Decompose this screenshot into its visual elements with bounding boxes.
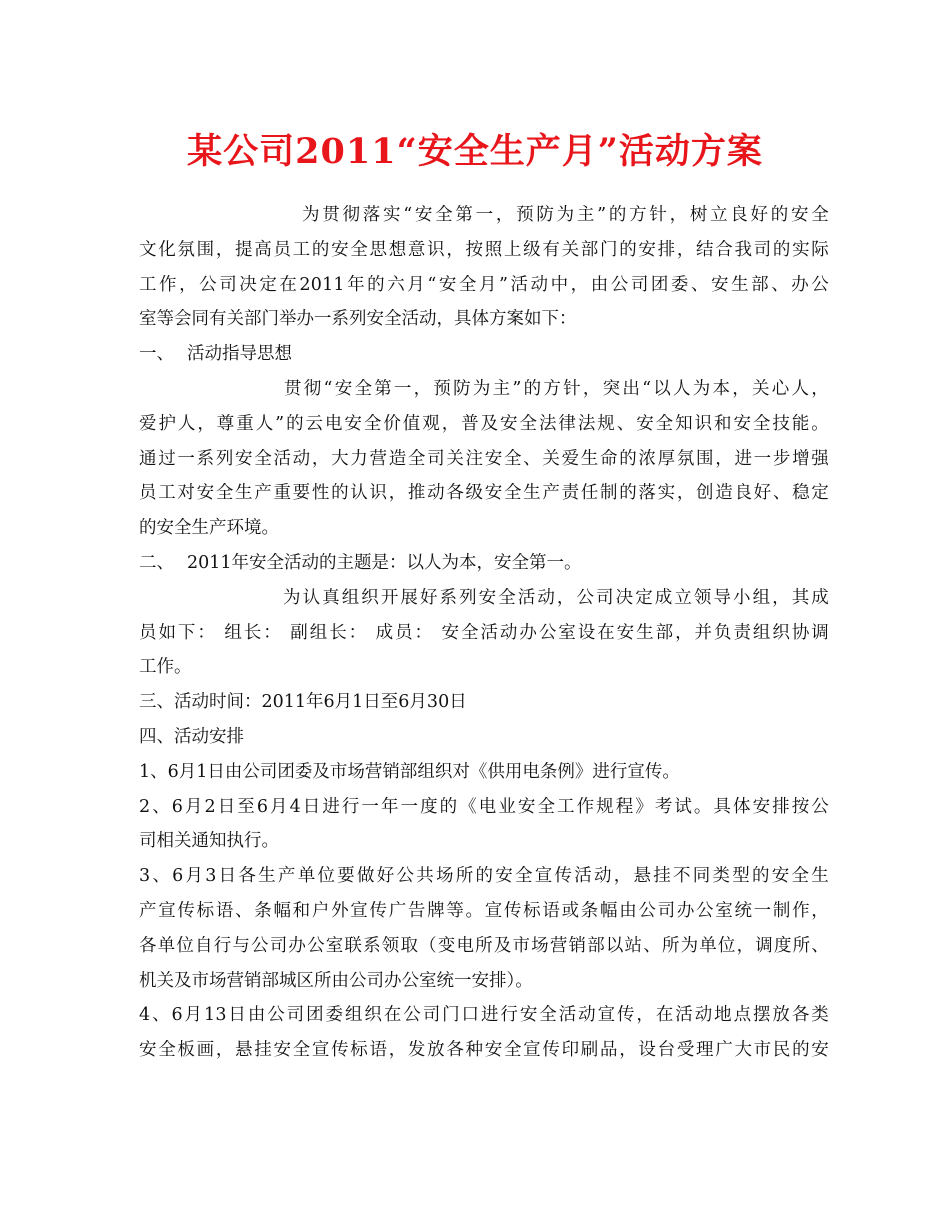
section-title: 2011年安全活动的主题是：以人为本，安全第一。 (187, 552, 582, 573)
list-item: 2、6月2日至6月4日进行一年一度的《电业安全工作规程》考试。具体安排按公 (139, 796, 829, 817)
paragraph-line: 通过一系列安全活动，大力营造全司关注安全、关爱生命的浓厚氛围，进一步增强 (139, 448, 829, 469)
paragraph-line: 爱护人，尊重人”的云电安全价值观，普及安全法律法规、安全知识和安全技能。 (139, 413, 829, 434)
paragraph-line: 安全板画，悬挂安全宣传标语，发放各种安全宣传印刷品，设台受理广大市民的安 (139, 1040, 829, 1061)
section-title: 活动指导思想 (187, 344, 292, 365)
document-body (139, 198, 829, 1068)
paragraph-line: 为认真组织开展好系列安全活动，公司决定成立领导小组，其成 (283, 587, 829, 608)
paragraph-line: 室等会同有关部门举办一系列安全活动，具体方案如下： (139, 309, 577, 330)
section-heading-4: 四、活动安排 (139, 726, 244, 747)
list-item: 1、6月1日由公司团委及市场营销部组织对《供用电条例》进行宣传。 (139, 761, 680, 782)
section-heading-3: 三、活动时间：2011年6月1日至6月30日 (139, 692, 467, 713)
list-item: 4、6月13日由公司团委组织在公司门口进行安全活动宣传，在活动地点摆放各类 (139, 1005, 829, 1026)
paragraph-line: 的安全生产环境。 (139, 518, 279, 539)
section-number: 一、 (139, 344, 174, 365)
section-number: 二、 (139, 552, 174, 573)
paragraph-line: 文化氛围，提高员工的安全思想意识，按照上级有关部门的安排，结合我司的实际 (139, 239, 829, 260)
paragraph-line: 为贯彻落实“安全第一，预防为主”的方针，树立良好的安全 (302, 205, 829, 225)
paragraph-line: 员工对安全生产重要性的认识，推动各级安全生产责任制的落实，创造良好、稳定 (139, 483, 829, 504)
paragraph-line: 工作，公司决定在2011年的六月“安全月”活动中，由公司团委、安生部、办公 (139, 274, 829, 295)
list-item: 3、6月3日各生产单位要做好公共场所的安全宣传活动，悬挂不同类型的安全生 (139, 866, 829, 887)
document-title: 某公司2011“安全生产月”活动方案 (187, 131, 763, 172)
paragraph-line: 工作。 (139, 657, 192, 678)
paragraph-line: 员如下： 组长： 副组长： 成员： 安全活动办公室设在安生部，并负责组织协调 (139, 622, 829, 643)
section-heading-1 (139, 337, 829, 372)
paragraph-line: 各单位自行与公司办公室联系领取（变电所及市场营销部以站、所为单位，调度所、 (139, 935, 829, 956)
paragraph-line: 产宣传标语、条幅和户外宣传广告牌等。宣传标语或条幅由公司办公室统一制作， (139, 900, 829, 921)
paragraph-line: 司相关通知执行。 (139, 831, 279, 852)
paragraph-line: 贯彻“安全第一，预防为主”的方针，突出“以人为本，关心人， (284, 378, 829, 399)
paragraph-line: 机关及市场营销部城区所由公司办公室统一安排）。 (139, 970, 533, 991)
section-heading-2 (139, 546, 829, 581)
